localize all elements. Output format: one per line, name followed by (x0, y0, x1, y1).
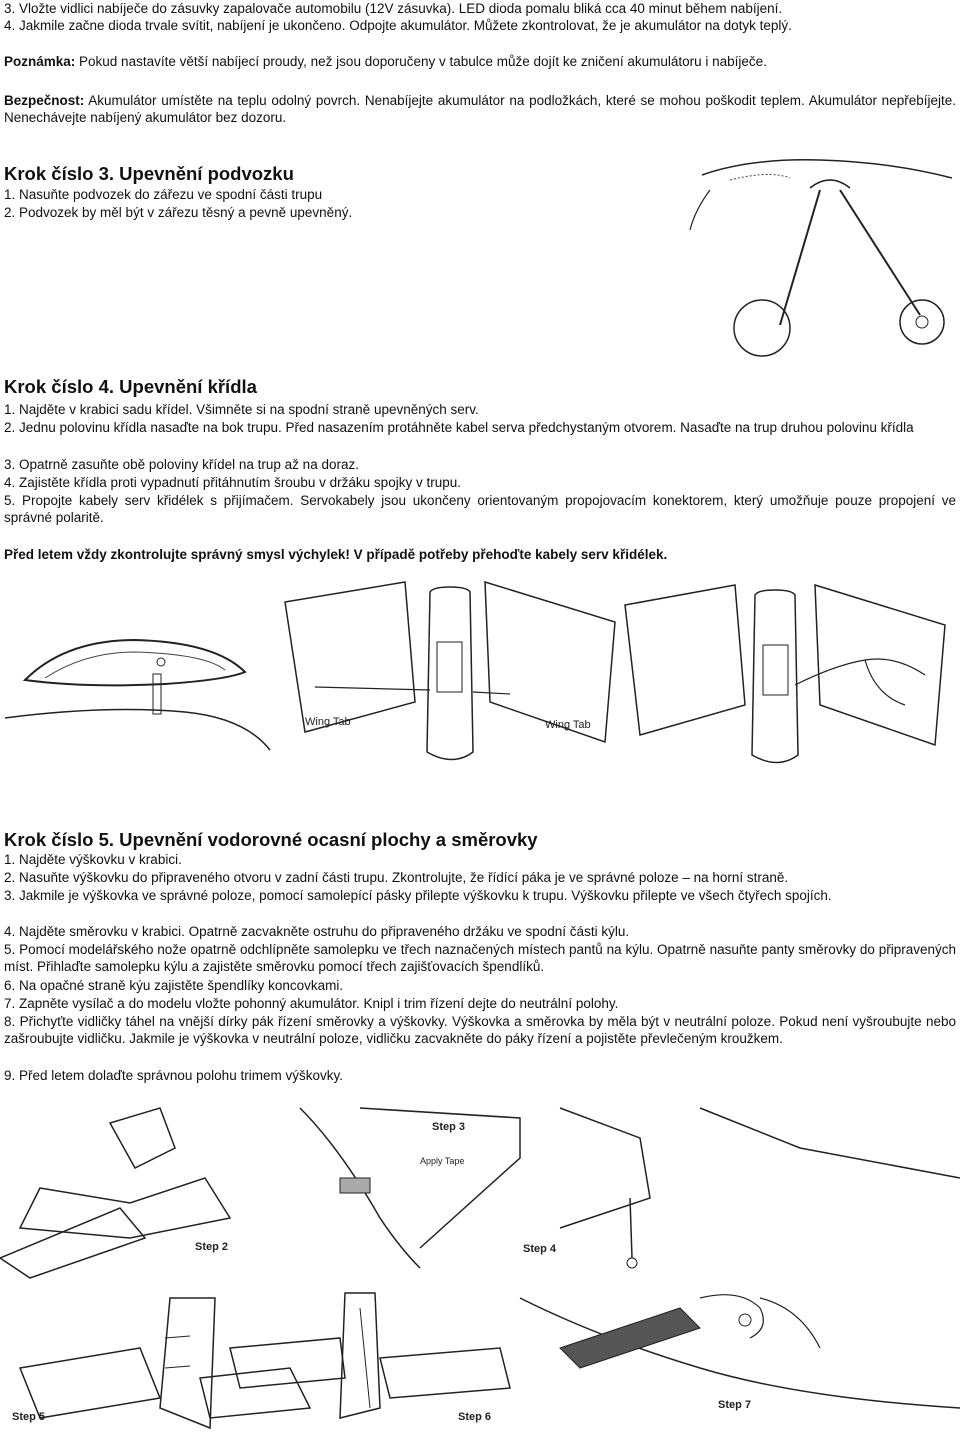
step6-label: Step 6 (458, 1411, 492, 1423)
step4-heading: Krok číslo 4. Upevnění křídla (4, 376, 257, 397)
step4-item-1: 1. Najděte v krabici sadu křídel. Všimněte si na spodní straně upevněných serv. (4, 402, 479, 417)
step4-label: Step 4 (523, 1243, 557, 1255)
landing-gear-illustration (690, 150, 958, 345)
step3-item-2: 2. Podvozek by měl být v zářezu těsný a pevně upevněný. (4, 205, 353, 220)
safety-paragraph (4, 92, 956, 126)
apply-tape-label: Apply Tape (420, 1156, 465, 1166)
step5-item-3: 3. Jakmile je výškovka ve správné poloze, pomocí samolepící pásky přilepte výškovku k trupu. Výškovku přilepte ve všech čtyřech spojích. (4, 888, 832, 903)
step4-item-5: 5. Propojte kabely serv křidélek s přijímačem. Servokabely jsou ukončeny orientovaným propojovacím konektorem, který umožňuje pouze propojení ve správné polaritě. (4, 493, 956, 525)
wing-tab-label-left: Wing Tab (305, 716, 351, 728)
step5-item-2: 2. Nasuňte výškovku do připraveného otvoru v zadní části trupu. Zkontrolujte, že řídící páka je ve správné poloze – na horní straně. (4, 870, 789, 885)
intro-line-3: 3. Vložte vidlici nabíječe do zásuvky zapalovače automobilu (12V zásuvka). LED dioda pomalu bliká cca 40 minut během nabíjení. (4, 1, 783, 16)
step5-item-6: 6. Na opačné straně kýu zajistěte špendlíky koncovkami. (4, 978, 344, 993)
step3-label: Step 3 (432, 1121, 466, 1133)
safety-text: Akumulátor umístěte na teplu odolný povrch. Nenabíjejte akumulátor na podložkách, které se mohou poškodit teplem. Akumulátor nepřebíjejte. Nenechávejte nabíjený akumulátor bez dozoru. (4, 93, 956, 125)
step2-label: Step 2 (195, 1241, 229, 1253)
step7-label: Step 7 (718, 1399, 752, 1411)
tail-assembly-illustration (0, 1108, 960, 1432)
step5-item-1: 1. Najděte výškovku v krabici. (4, 852, 182, 867)
step5-item-8: 8. Přichyťte vidličky táhel na vnější dírky pák řízení směrovky a výškovky. Výškovka a směrovka by měla být v neutrální poloze. Pokud není vyšroubujte nebo zašroubujte vidličku. Jakmile je výškovka v neutrální poloze, vidličku zacvakněte do páky řízení a pojistěte převlečeným kroužkem. (4, 1014, 956, 1046)
wing-airfoil-illustration (5, 600, 275, 760)
step5-heading: Krok číslo 5. Upevnění vodorovné ocasní plochy a směrovky (4, 829, 538, 850)
step5-item-9: 9. Před letem dolaďte správnou polohu trimem výškovky. (4, 1068, 343, 1083)
note-text: Pokud nastavíte větší nabíjecí proudy, než jsou doporučeny v tabulce může dojít ke zničení akumulátoru i nabíječe. (75, 54, 767, 69)
step4-item-2: 2. Jednu polovinu křídla nasaďte na bok trupu. Před nasazením protáhněte kabel serva předchystaným otvorem. Nasaďte na trup druhou polovinu křídla (4, 420, 914, 435)
safety-label: Bezpečnost: (4, 93, 85, 108)
step4-item-3: 3. Opatrně zasuňte obě poloviny křídel na trup až na doraz. (4, 457, 359, 472)
step5-item-4: 4. Najděte směrovku v krabici. Opatrně zacvakněte ostruhu do připraveného držáku ve spodní části kýlu. (4, 924, 630, 939)
step4-item-4: 4. Zajistěte křídla proti vypadnutí přitáhnutím šroubu v držáku spojky v trupu. (4, 475, 461, 490)
step4-warning: Před letem vždy zkontrolujte správný smysl výchylek! V případě potřeby přehoďte kabely serv křidélek. (4, 547, 668, 562)
step3-heading: Krok číslo 3. Upevnění podvozku (4, 163, 294, 184)
note-label: Poznámka: (4, 54, 76, 69)
step5-label: Step 5 (12, 1411, 46, 1423)
wing-fuselage-illustration-left (285, 582, 615, 772)
wing-tab-label-right: Wing Tab (545, 719, 591, 731)
step3-item-1: 1. Nasuňte podvozek do zářezu ve spodní části trupu (4, 187, 323, 202)
note-paragraph (4, 53, 956, 70)
wing-fuselage-illustration-right (545, 585, 955, 775)
step5-item-7: 7. Zapněte vysílač a do modelu vložte pohonný akumulátor. Knipl i trim řízení dejte do neutrální polohy. (4, 996, 619, 1011)
step5-item-5: 5. Pomocí modelářského nože opatrně odchlípněte samolepku ve třech naznačených místech pantů na kýlu. Opatrně nasuňte panty směrovky do připravených míst. Přihlaďte samolepku kýlu a zajistěte směrovku pomocí třech zajišťovacích špendlíků. (4, 942, 956, 974)
intro-line-4: 4. Jakmile začne dioda trvale svítit, nabíjení je ukončeno. Odpojte akumulátor. Můžete zkontrolovat, že je akumulátor na dotyk teplý. (4, 18, 792, 33)
